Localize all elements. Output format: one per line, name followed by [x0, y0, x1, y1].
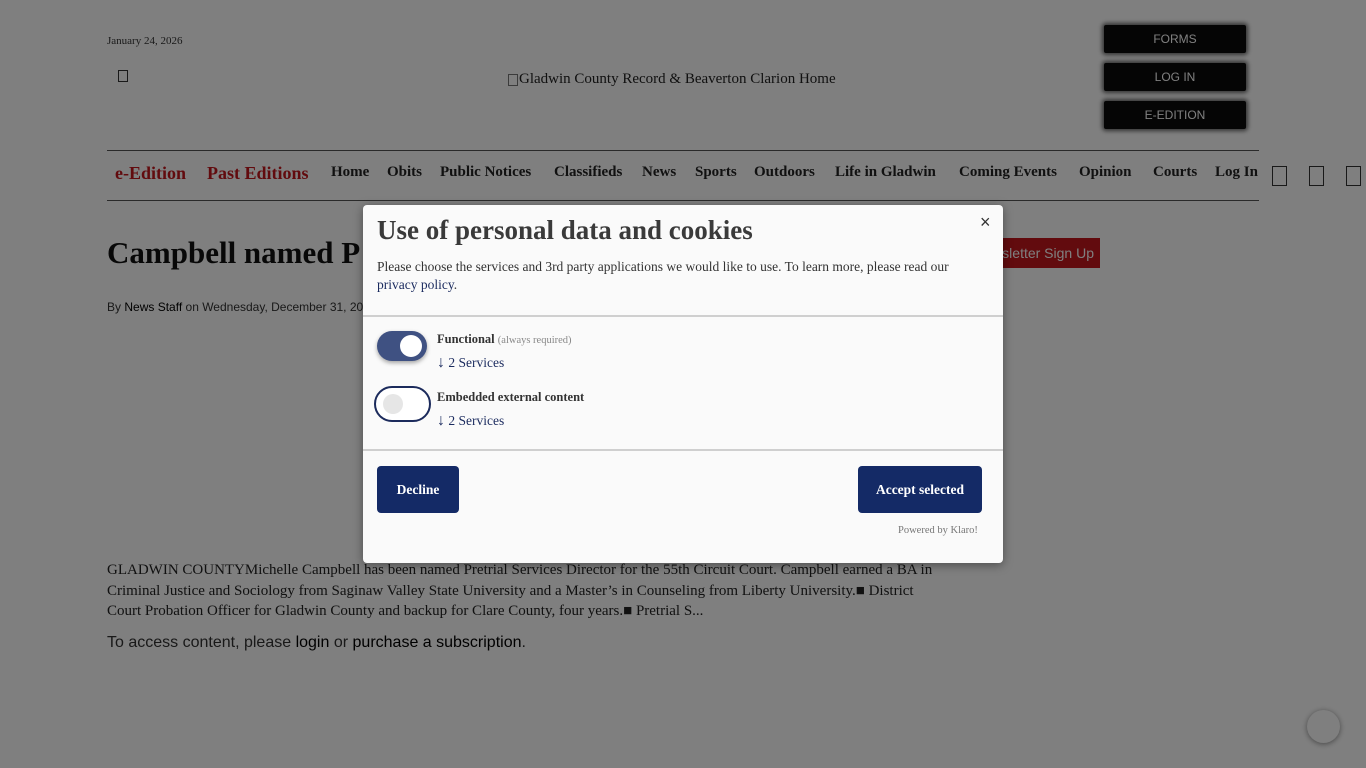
- arrow-down-icon: ↓: [437, 354, 445, 371]
- consent-title: Use of personal data and cookies: [377, 215, 753, 245]
- services-count: 2 Services: [448, 355, 505, 370]
- divider: [363, 449, 1003, 451]
- embedded-services-expand[interactable]: [437, 412, 504, 430]
- arrow-down-icon: ↓: [437, 412, 445, 429]
- privacy-policy-link[interactable]: privacy policy: [377, 277, 454, 292]
- service-required-note: (always required): [497, 335, 572, 346]
- functional-services-expand[interactable]: [437, 354, 504, 372]
- decline-button[interactable]: Decline: [377, 466, 459, 513]
- service-label: Embedded external content: [437, 390, 585, 404]
- functional-toggle[interactable]: [377, 331, 427, 361]
- toggle-knob: [383, 394, 403, 414]
- embedded-content-toggle[interactable]: [374, 386, 431, 422]
- cookie-consent-dialog: [363, 205, 1003, 563]
- divider: [363, 315, 1003, 317]
- service-name-functional: [437, 332, 572, 347]
- services-count: 2 Services: [448, 413, 505, 428]
- accept-selected-button[interactable]: Accept selected: [858, 466, 982, 513]
- consent-period: .: [453, 277, 458, 292]
- toggle-knob: [400, 335, 422, 357]
- close-icon[interactable]: ×: [980, 212, 991, 232]
- service-name-embedded: [437, 390, 584, 405]
- consent-description-text: Please choose the services and 3rd party applications we would like to use. To learn more, please read our: [377, 259, 949, 274]
- powered-by-klaro-link[interactable]: Powered by Klaro!: [898, 525, 978, 536]
- consent-description: [377, 258, 987, 294]
- service-label: Functional: [437, 332, 495, 346]
